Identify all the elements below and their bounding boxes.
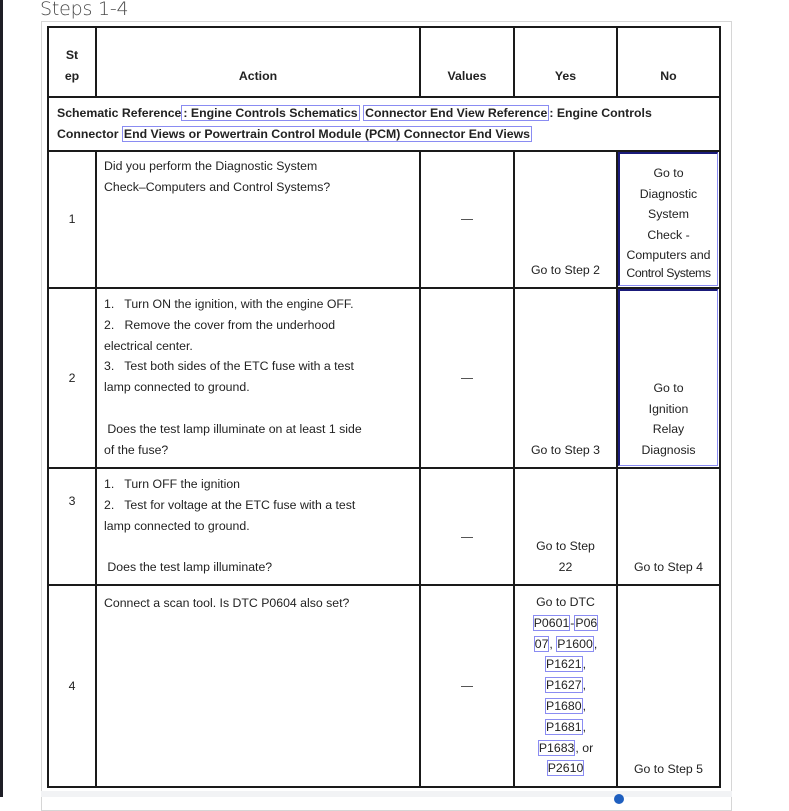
schematic-reference-row <box>48 97 720 151</box>
no-line: Computers and <box>626 248 711 262</box>
schematic-text-connector: Connector <box>57 126 122 141</box>
dtc-p2610-link[interactable]: P2610 <box>547 761 584 776</box>
table-row-step-3 <box>48 468 720 585</box>
action-cell <box>96 151 420 288</box>
schematic-reference-label: Schematic Reference <box>57 106 182 120</box>
question-line: of the fuse? <box>104 442 169 457</box>
dtc-p1681-link[interactable]: P1681 <box>546 719 582 734</box>
dash-mark <box>461 537 473 538</box>
yes-cell[interactable]: Go to Step 2 <box>514 151 617 288</box>
dtc-or: , or <box>575 740 594 755</box>
no-line: Check - <box>647 228 690 243</box>
dtc-p0607-link-part1[interactable]: P06 <box>575 615 598 630</box>
question-line: Does the test lamp illuminate on at least 1 side <box>104 421 362 436</box>
engine-controls-schematics-link[interactable]: : Engine Controls Schematics <box>183 106 358 120</box>
step-number: 2 <box>48 288 96 468</box>
action-line: 1. Turn OFF the ignition <box>104 477 241 491</box>
action-line: lamp connected to ground. <box>104 518 250 533</box>
no-line: Ignition <box>648 401 689 416</box>
action-cell <box>96 468 420 585</box>
yes-line: Go to Step <box>536 539 595 554</box>
dash-mark <box>461 378 473 379</box>
yes-line: 22 <box>558 560 573 575</box>
values-cell <box>420 151 514 288</box>
connector-end-view-reference-link[interactable]: Connector End View Reference <box>365 106 548 120</box>
action-line: 2. Test for voltage at the ETC fuse with a test <box>104 497 356 512</box>
schematic-text: : Engine Controls <box>549 106 652 120</box>
dtc-p1680-link[interactable]: P1680 <box>546 698 582 713</box>
yes-cell[interactable] <box>514 468 617 585</box>
dtc-p0607-link-part2[interactable]: 07 <box>534 636 549 651</box>
no-line: Go to <box>653 165 684 180</box>
dtc-comma: , <box>582 719 586 734</box>
no-line: Go to <box>653 380 684 395</box>
header-values: Values <box>420 27 514 97</box>
action-line: Check–Computers and Control Systems? <box>104 179 331 194</box>
no-line: Diagnostic <box>639 186 698 201</box>
no-line: System <box>648 207 689 222</box>
scroll-indicator[interactable] <box>614 794 624 804</box>
step-number: 3 <box>48 468 96 585</box>
action-line: 1. Turn ON the ignition, with the engine OFF. <box>104 297 354 311</box>
header-row <box>48 27 720 97</box>
document-bottom-band <box>41 791 732 797</box>
diagnostic-steps-table <box>47 26 721 788</box>
action-cell <box>96 288 420 468</box>
action-line: electrical center. <box>104 338 193 353</box>
action-line: Connect a scan tool. Is DTC P0604 also set? <box>104 596 350 610</box>
step-number: 1 <box>48 151 96 288</box>
dtc-p1621-link[interactable]: P1621 <box>546 657 582 672</box>
table-row-step-4 <box>48 585 720 787</box>
dtc-comma: , <box>582 698 586 713</box>
dtc-intro: Go to DTC <box>536 595 595 609</box>
dtc-p1683-link[interactable]: P1683 <box>538 740 575 755</box>
action-line: Did you perform the Diagnostic System <box>104 159 318 173</box>
dtc-p1600-link[interactable]: P1600 <box>557 636 593 651</box>
table-row-step-2 <box>48 288 720 468</box>
action-line: lamp connected to ground. <box>104 380 250 395</box>
no-cell[interactable]: Go to Step 4 <box>617 468 720 585</box>
action-line: 2. Remove the cover from the underhood <box>104 317 336 332</box>
no-cell[interactable]: Go to Step 5 <box>617 585 720 787</box>
dtc-comma: , <box>549 636 553 651</box>
spacer <box>104 398 411 419</box>
header-yes: Yes <box>514 27 617 97</box>
schematic-reference-cell <box>48 97 720 151</box>
window-edge <box>0 0 3 797</box>
header-no: No <box>617 27 720 97</box>
values-cell <box>420 585 514 787</box>
action-line: 3. Test both sides of the ETC fuse with a test <box>104 359 354 374</box>
yes-cell-dtc-links <box>514 585 617 787</box>
no-cell-ignition-relay-diagnosis-link[interactable] <box>617 288 720 468</box>
no-line: Diagnosis <box>641 443 696 458</box>
page-title: Steps 1-4 <box>40 0 129 20</box>
dtc-comma: , <box>582 657 586 672</box>
yes-cell[interactable]: Go to Step 3 <box>514 288 617 468</box>
dtc-p1627-link[interactable]: P1627 <box>546 678 582 693</box>
dtc-comma: , <box>593 636 598 651</box>
spacer <box>104 536 411 557</box>
header-action: Action <box>96 27 420 97</box>
table-row-step-1 <box>48 151 720 288</box>
action-cell <box>96 585 420 787</box>
no-line: Relay <box>652 422 685 437</box>
dash-mark <box>461 219 473 220</box>
values-cell <box>420 468 514 585</box>
pcm-connector-end-views-link[interactable]: End Views or Powertrain Control Module (PCM) Connector End Views <box>123 126 530 141</box>
dash-mark <box>461 686 473 687</box>
step-number: 4 <box>48 585 96 787</box>
no-cell-diagnostic-system-check-link[interactable] <box>617 151 720 288</box>
question-line: Does the test lamp illuminate? <box>104 560 273 575</box>
dtc-separator: - <box>570 615 575 630</box>
no-line: Control Systems <box>626 266 711 280</box>
values-cell <box>420 288 514 468</box>
header-step: St ep <box>48 27 96 97</box>
dtc-comma: , <box>582 678 586 693</box>
dtc-p0601-link[interactable]: P0601 <box>533 615 570 630</box>
